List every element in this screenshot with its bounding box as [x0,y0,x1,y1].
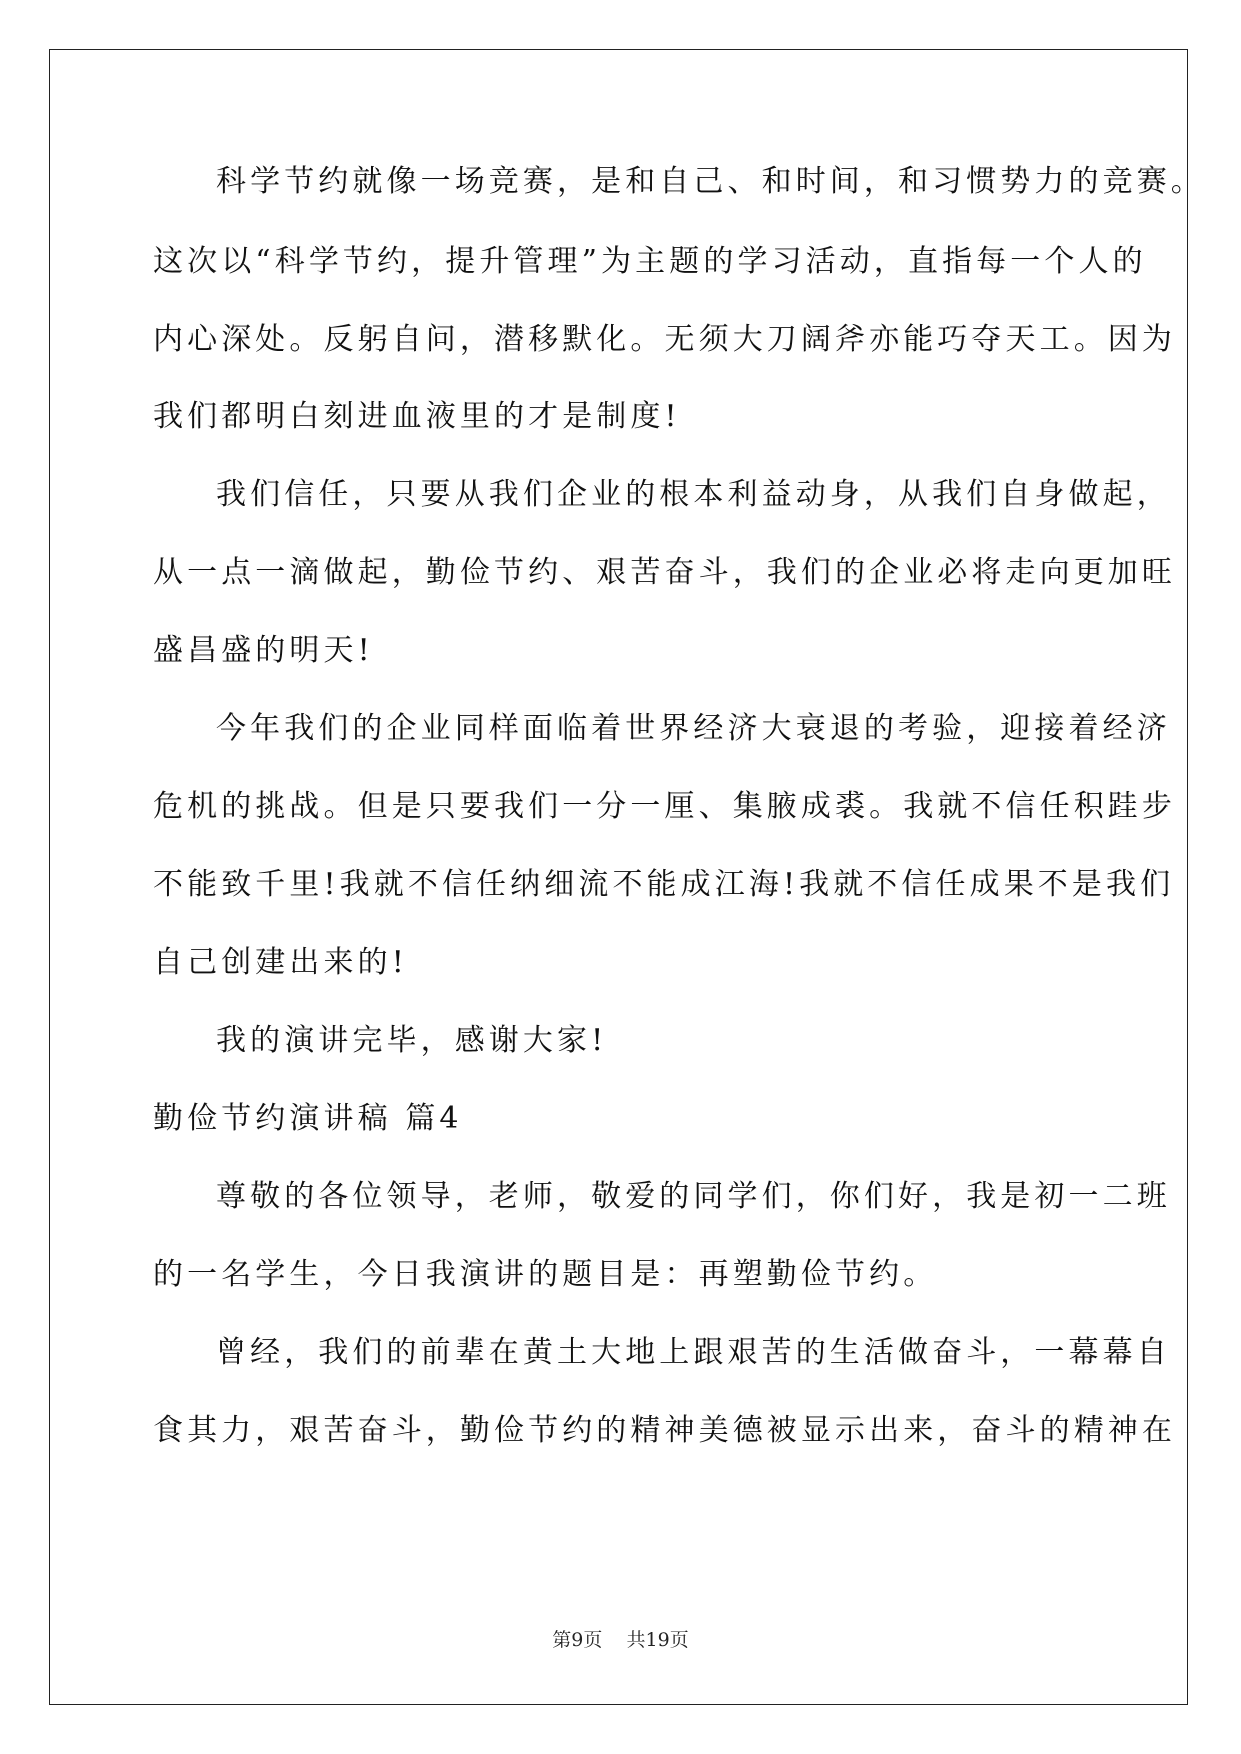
paragraph-line: 科学节约就像一场竞赛，是和自己、和时间，和习惯势力的竞赛。 [216,164,1205,199]
paragraph-line: 内心深处。反躬自问，潜移默化。无须大刀阔斧亦能巧夺天工。因为 [153,322,1176,357]
section-heading: 勤俭节约演讲稿 篇4 [153,1101,463,1136]
paragraph-line: 我的演讲完毕，感谢大家! [216,1023,608,1058]
paragraph-line: 的一名学生，今日我演讲的题目是：再塑勤俭节约。 [153,1257,938,1292]
paragraph-line: 从一点一滴做起，勤俭节约、艰苦奋斗，我们的企业必将走向更加旺 [153,555,1176,590]
page-number-footer: 第9页 共19页 [552,1629,689,1651]
paragraph-line: 今年我们的企业同样面临着世界经济大衰退的考验，迎接着经济 [216,711,1171,746]
paragraph-line: 这次以“科学节约，提升管理”为主题的学习活动，直指每一个人的 [153,244,1147,279]
paragraph-line: 危机的挑战。但是只要我们一分一厘、集腋成裘。我就不信任积跬步 [153,789,1176,824]
paragraph-line: 不能致千里!我就不信任纳细流不能成江海!我就不信任成果不是我们 [153,867,1175,902]
paragraph-line: 自己创建出来的! [153,945,408,980]
paragraph-line: 我们都明白刻进血液里的才是制度! [153,399,681,434]
paragraph-line: 我们信任，只要从我们企业的根本利益动身，从我们自身做起， [216,477,1171,512]
paragraph-line: 尊敬的各位领导，老师，敬爱的同学们，你们好，我是初一二班 [216,1179,1171,1214]
paragraph-line: 盛昌盛的明天! [153,633,374,668]
paragraph-line: 食其力，艰苦奋斗，勤俭节约的精神美德被显示出来，奋斗的精神在 [153,1413,1176,1448]
paragraph-line: 曾经，我们的前辈在黄土大地上跟艰苦的生活做奋斗，一幕幕自 [216,1335,1171,1370]
